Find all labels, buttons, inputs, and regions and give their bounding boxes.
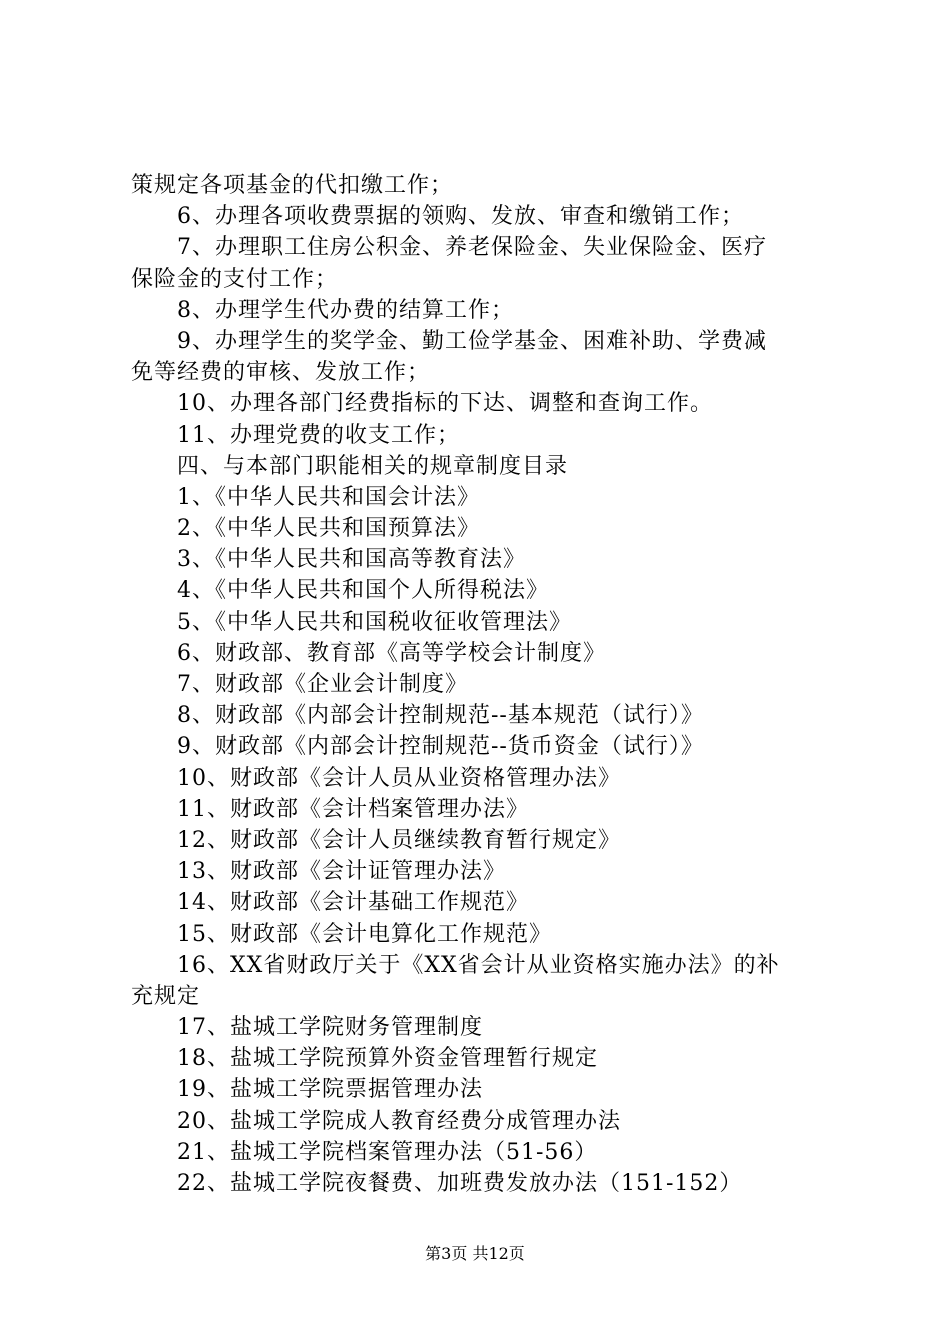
- text-line: 22、盐城工学院夜餐费、加班费发放办法（151-152）: [177, 1171, 743, 1196]
- text-line: 保险金的支付工作；: [131, 266, 339, 292]
- text-line: 11、财政部《会计档案管理办法》: [177, 796, 529, 822]
- text-line: 7、财政部《企业会计制度》: [177, 672, 468, 697]
- text-line: 12、财政部《会计人员继续教育暂行规定》: [177, 827, 621, 853]
- text-line: 9、办理学生的奖学金、勤工俭学基金、困难补助、学费减: [177, 328, 767, 354]
- text-line: 四、与本部门职能相关的规章制度目录: [177, 453, 569, 479]
- text-line: 20、盐城工学院成人教育经费分成管理办法: [177, 1108, 621, 1134]
- text-line: 6、财政部、教育部《高等学校会计制度》: [177, 640, 606, 666]
- text-line: 充规定: [131, 983, 201, 1009]
- text-line: 10、办理各部门经费指标的下达、调整和查询工作。: [177, 391, 713, 417]
- text-line: 4、《中华人民共和国个人所得税法》: [177, 578, 549, 604]
- text-line: 13、财政部《会计证管理办法》: [177, 859, 506, 885]
- text-line: 9、财政部《内部会计控制规范--货币资金（试行）》: [177, 734, 704, 760]
- text-line: 14、财政部《会计基础工作规范》: [177, 890, 529, 916]
- text-line: 5、《中华人民共和国税收征收管理法》: [177, 609, 572, 635]
- text-line: 16、XX省财政厅关于《XX省会计从业资格实施办法》的补: [177, 952, 780, 978]
- text-line: 10、财政部《会计人员从业资格管理办法》: [177, 765, 621, 791]
- text-line: 18、盐城工学院预算外资金管理暂行规定: [177, 1046, 598, 1072]
- text-line: 17、盐城工学院财务管理制度: [177, 1015, 483, 1041]
- text-line: 21、盐城工学院档案管理办法（51-56）: [177, 1139, 598, 1165]
- text-line: 6、办理各项收费票据的领购、发放、审查和缴销工作；: [177, 204, 744, 230]
- text-line: 8、办理学生代办费的结算工作；: [177, 297, 514, 323]
- text-line: 8、财政部《内部会计控制规范--基本规范（试行）》: [177, 703, 704, 729]
- text-line: 19、盐城工学院票据管理办法: [177, 1077, 483, 1103]
- page-footer: 第3页 共12页: [425, 1244, 525, 1263]
- text-line: 策规定各项基金的代扣缴工作；: [131, 173, 454, 198]
- text-line: 2、《中华人民共和国预算法》: [177, 516, 480, 542]
- text-line: 7、办理职工住房公积金、养老保险金、失业保险金、医疗: [177, 235, 767, 261]
- text-line: 11、办理党费的收支工作；: [177, 422, 460, 448]
- text-line: 3、《中华人民共和国高等教育法》: [177, 547, 526, 573]
- text-line: 1、《中华人民共和国会计法》: [177, 484, 480, 510]
- document-body: [131, 170, 831, 1199]
- text-line: 15、财政部《会计电算化工作规范》: [177, 921, 552, 947]
- text-line: 免等经费的审核、发放工作；: [131, 360, 431, 386]
